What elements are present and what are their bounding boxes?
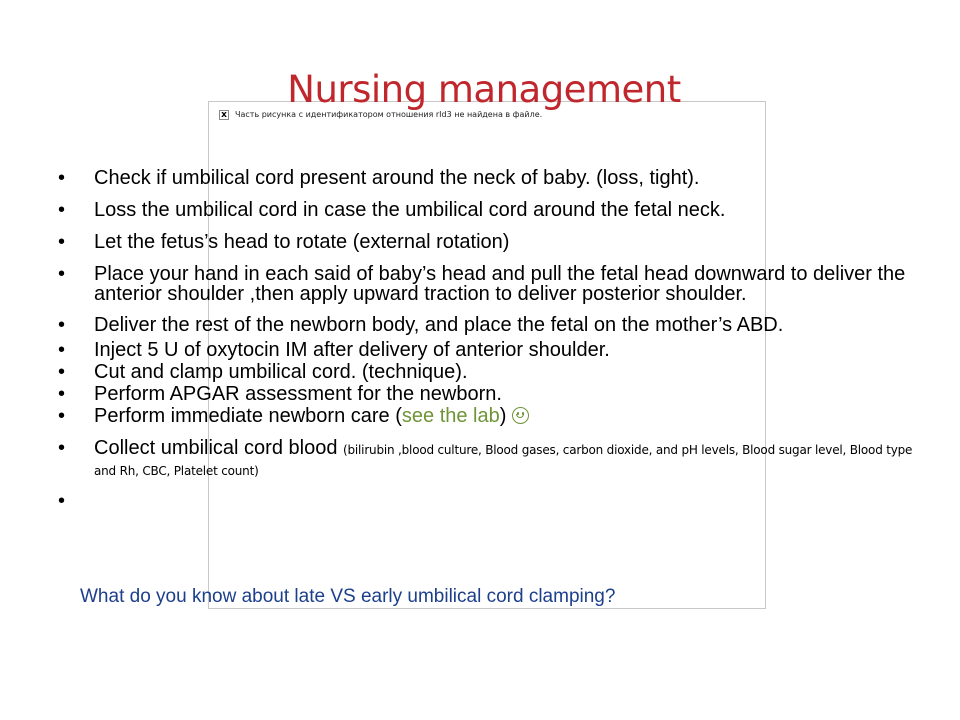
list-item (56, 438, 916, 480)
list-item (56, 315, 916, 335)
see-lab-link[interactable]: see the lab (401, 405, 500, 427)
list-item (56, 340, 916, 360)
question-text: What do you know about late VS early umbilical cord clamping? (80, 586, 616, 607)
missing-image-message: Часть рисунка с идентификатором отношения rId3 не найдена в файле. (235, 110, 543, 119)
bullet-text: Let the fetus’s head to rotate (external rotation) (94, 231, 510, 253)
list-item (56, 232, 916, 252)
bullet-text: Cut and clamp umbilical cord. (technique). (94, 361, 468, 383)
list-item (56, 200, 916, 220)
bullet-list (56, 168, 916, 491)
list-item (56, 264, 916, 304)
broken-image-icon: x (219, 110, 229, 120)
bullet-text: Loss the umbilical cord in case the umbilical cord around the fetal neck. (94, 199, 726, 221)
bullet-text: Inject 5 U of oxytocin IM after delivery of anterior shoulder. (94, 339, 610, 361)
list-item (56, 168, 916, 188)
bullet-text: Check if umbilical cord present around the neck of baby. (loss, tight). (94, 167, 700, 189)
bullet-text: Place your hand in each said of baby’s head and pull the fetal head downward to deliver the anterior shoulder ,then apply upward traction to deliver posterior shoulder. (94, 263, 906, 305)
bullet-text-suffix: ) (499, 405, 507, 427)
list-item (56, 362, 916, 382)
slide-title: Nursing management (287, 68, 681, 111)
bullet-text: Collect umbilical cord blood (94, 437, 338, 459)
bullet-text: Deliver the rest of the newborn body, and place the fetal on the mother’s ABD. (94, 314, 784, 336)
bullet-text: Perform immediate newborn care ( (94, 405, 402, 427)
bullet-text: Perform APGAR assessment for the newborn. (94, 383, 502, 405)
list-item (56, 384, 916, 404)
blood-tests-note: (bilirubin ,blood culture, Blood gases, carbon dioxide, and pH levels, Blood sugar level, Blood type and Rh, CBC, Platelet count) (94, 443, 913, 478)
list-item (56, 406, 916, 426)
smiley-icon (512, 407, 529, 424)
